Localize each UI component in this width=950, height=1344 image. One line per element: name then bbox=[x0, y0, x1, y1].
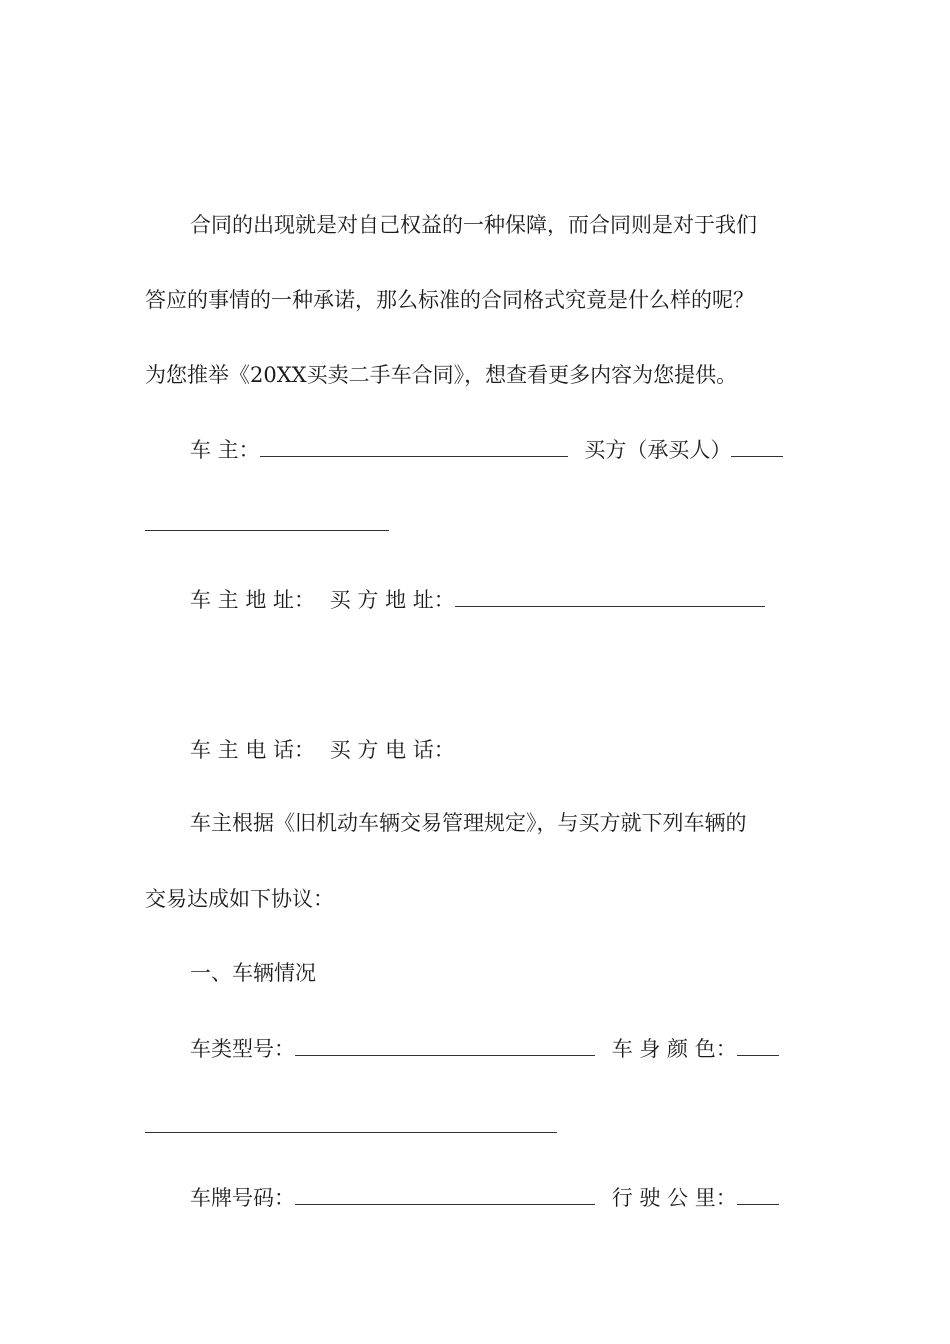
mileage-label: 行 驶 公 里： bbox=[611, 1186, 737, 1210]
buyer-label: 买方（承买人） bbox=[584, 438, 732, 462]
agreement-line-1: 车主根据《旧机动车辆交易管理规定》，与买方就下列车辆的 bbox=[190, 811, 747, 835]
owner-address-label: 车 主 地 址： bbox=[190, 588, 316, 612]
color-label: 车 身 颜 色： bbox=[611, 1037, 737, 1061]
color-blank-continued[interactable] bbox=[145, 1132, 557, 1133]
intro-line-2: 答应的事情的一种承诺，那么标准的合同格式究竟是什么样的呢？ bbox=[145, 288, 754, 312]
owner-name-blank[interactable] bbox=[260, 436, 568, 457]
intro-line-1: 合同的出现就是对自己权益的一种保障，而合同则是对于我们 bbox=[190, 213, 757, 237]
phone-row bbox=[190, 735, 805, 765]
owner-label: 车 主： bbox=[190, 438, 260, 462]
intro-line-3: 为您推举《20XX买卖二手车合同》，想查看更多内容为您提供。 bbox=[145, 363, 738, 387]
color-blank[interactable] bbox=[737, 1035, 779, 1056]
plate-label: 车牌号码： bbox=[190, 1186, 295, 1210]
owner-buyer-row bbox=[190, 435, 805, 465]
owner-phone-label: 车 主 电 话： bbox=[190, 738, 316, 762]
plate-blank[interactable] bbox=[295, 1184, 595, 1205]
model-label: 车类型号： bbox=[190, 1037, 295, 1061]
model-blank[interactable] bbox=[295, 1035, 595, 1056]
plate-mileage-row bbox=[190, 1183, 805, 1213]
buyer-address-blank[interactable] bbox=[455, 586, 765, 607]
buyer-address-label: 买 方 地 址： bbox=[329, 588, 455, 612]
buyer-name-blank[interactable] bbox=[731, 436, 783, 457]
mileage-blank[interactable] bbox=[737, 1184, 779, 1205]
model-color-row bbox=[190, 1034, 805, 1064]
agreement-line-2: 交易达成如下协议： bbox=[145, 887, 334, 911]
buyer-phone-label: 买 方 电 话： bbox=[329, 738, 455, 762]
section-heading-vehicle: 一、车辆情况 bbox=[190, 961, 316, 985]
buyer-name-blank-continued[interactable] bbox=[145, 530, 389, 531]
address-row bbox=[190, 585, 805, 615]
